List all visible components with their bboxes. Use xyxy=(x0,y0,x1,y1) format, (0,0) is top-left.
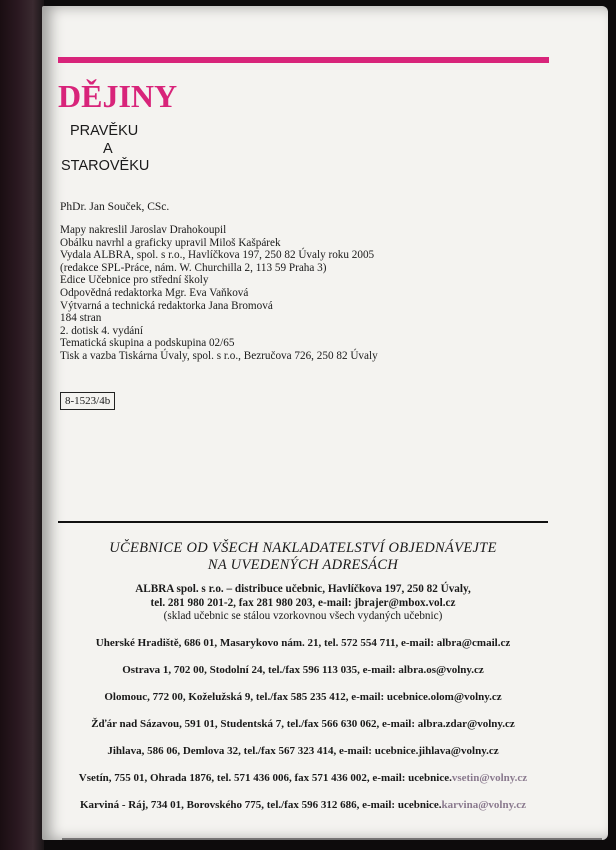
imprint-line: Vydala ALBRA, spol. s r.o., Havlíčkova 197, 250 82 Úvaly roku 2005 xyxy=(60,249,375,262)
imprint-list xyxy=(60,224,378,363)
branch-list xyxy=(58,636,548,825)
subtitle-line-3: STAROVĚKU xyxy=(61,158,150,174)
top-accent-bar xyxy=(58,57,549,63)
imprint-line: Mapy nakreslil Jaroslav Drahokoupil xyxy=(60,224,227,236)
albra-note: (sklad učebnic se stálou vzorkovnou všech vydaných učebnic) xyxy=(163,610,443,622)
imprint-line: Obálku navrhl a graficky upravil Miloš Kašpárek xyxy=(60,236,281,249)
branch-item: Vsetín, 755 01, Ohrada 1876, tel. 571 436 006, fax 571 436 002, e-mail: ucebnice.vsetin@volny.cz xyxy=(78,772,528,784)
imprint-line: (redakce SPL-Práce, nám. W. Churchilla 2, 113 59 Praha 3) xyxy=(60,261,327,274)
subtitle-line-1: PRAVĚKU xyxy=(70,123,139,139)
imprint-line: Odpovědná redaktorka Mgr. Eva Vaňková xyxy=(60,286,249,299)
albra-contact xyxy=(58,583,548,624)
faded-email: karvina@volny.cz xyxy=(441,799,527,811)
albra-address: ALBRA spol. s r.o. – distribuce učebnic, Havlíčkova 197, 250 82 Úvaly, xyxy=(135,583,471,595)
author-name: PhDr. Jan Souček, CSc. xyxy=(60,201,170,213)
imprint-line: Tisk a vazba Tiskárna Úvaly, spol. s r.o., Bezručova 726, 250 82 Úvaly xyxy=(60,349,378,362)
order-heading xyxy=(58,540,548,574)
branch-item: Jihlava, 586 06, Demlova 32, tel./fax 567 323 414, e-mail: ucebnice.jihlava@volny.cz xyxy=(107,745,499,757)
imprint-line: 2. dotisk 4. vydání xyxy=(60,324,143,337)
catalog-code-box: 8-1523/4b xyxy=(60,392,115,410)
order-heading-line-1: UČEBNICE OD VŠECH NAKLADATELSTVÍ OBJEDNÁVEJTE xyxy=(109,540,497,556)
branch-item: Žďár nad Sázavou, 591 01, Studentská 7, tel./fax 566 630 062, e-mail: albra.zdar@volny.cz xyxy=(91,718,515,730)
book-spine xyxy=(0,0,44,850)
branch-item: Uherské Hradiště, 686 01, Masarykovo nám. 21, tel. 572 554 711, e-mail: albra@cmail.cz xyxy=(95,637,511,649)
page-bottom-edge xyxy=(62,838,602,840)
branch-item: Karviná - Ráj, 734 01, Borovského 775, tel./fax 596 312 686, e-mail: ucebnice.karvina@volny.cz xyxy=(79,799,527,811)
book-title: DĚJINY xyxy=(58,78,178,114)
faded-email: vsetin@volny.cz xyxy=(451,772,528,784)
imprint-line: Výtvarná a technická redaktorka Jana Bromová xyxy=(60,299,273,312)
subtitle-line-2: A xyxy=(103,141,113,157)
branch-item: Ostrava 1, 702 00, Stodolní 24, tel./fax 596 113 035, e-mail: albra.os@volny.cz xyxy=(122,664,484,676)
imprint-line: Edice Učebnice pro střední školy xyxy=(60,274,209,287)
imprint-line: Tematická skupina a podskupina 02/65 xyxy=(60,337,235,350)
order-heading-line-2: NA UVEDENÝCH ADRESÁCH xyxy=(207,557,399,573)
branch-item: Olomouc, 772 00, Koželužská 9, tel./fax 585 235 412, e-mail: ucebnice.olom@volny.cz xyxy=(104,691,502,703)
section-divider xyxy=(58,521,548,523)
albra-phone-email: tel. 281 980 201-2, fax 281 980 203, e-mail: jbrajer@mbox.vol.cz xyxy=(150,596,456,609)
imprint-line: 184 stran xyxy=(60,312,102,325)
